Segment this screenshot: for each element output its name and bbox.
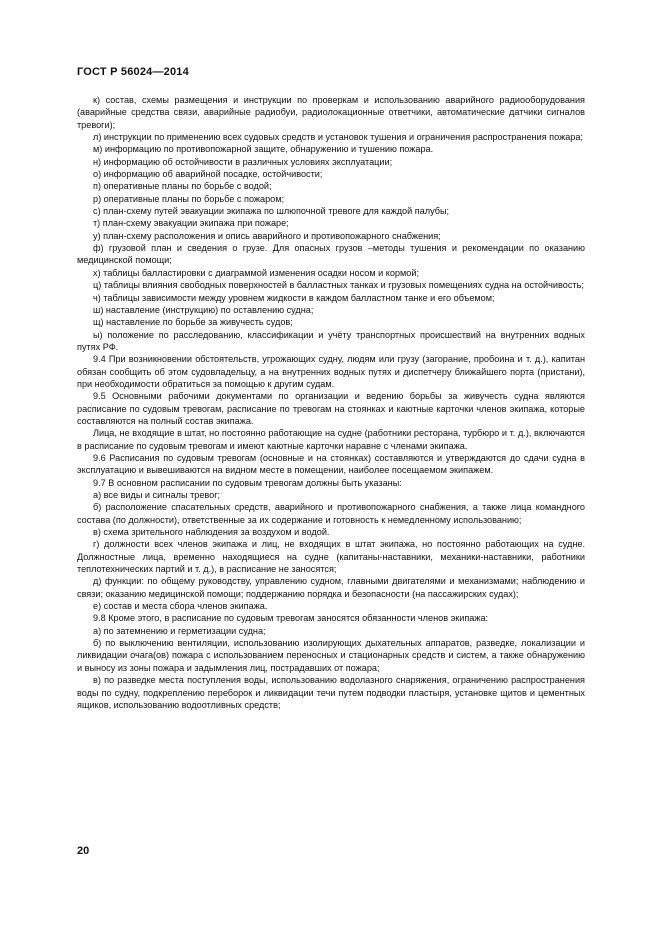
paragraph: ы) положение по расследованию, классификации и учёту транспортных происшествий на внутренних водных путях РФ. (77, 329, 585, 352)
paragraph: л) инструкции по применению всех судовых средств и установок тушения и ограничения распространения пожара; (93, 132, 583, 143)
paragraph: с) план-схему путей эвакуации экипажа по шлюпочной тревоге для каждой палубы; (93, 206, 450, 217)
paragraph: т) план-схему эвакуации экипажа при пожаре; (93, 218, 289, 229)
paragraph: н) информацию об остойчивости в различных условиях эксплуатации; (93, 156, 393, 167)
document-body (77, 94, 585, 711)
paragraph: м) информацию по противопожарной защите, обнаружению и тушению пожара. (93, 144, 434, 155)
paragraph: 9.7 В основном расписании по судовым тревогам должны быть указаны: (93, 477, 402, 488)
page-number: 20 (77, 845, 90, 857)
paragraph: Лица, не входящие в штат, но постоянно работающие на судне (работники ресторана, турбюро и т. д.), включаются в расписание по судовым тревогам и имеют каютные карточки наравне с членами экипажа. (77, 428, 585, 451)
paragraph: а) все виды и сигналы тревог; (93, 490, 221, 500)
paragraph: 9.4 При возникновении обстоятельств, угрожающих судну, людям или грузу (загорание, пробоина и т. д.), капитан обязан сообщить об этом судовладельцу, а на внутренних водных путях и диспетчеру ближайшего порта (пристани), при необходимости обратиться за помощью к другим судам. (77, 354, 585, 389)
paragraph: г) должности всех членов экипажа и лиц, не входящих в штат экипажа, но постоянно работающих на судне. Должностные лица, временно находящиеся на судне (капитаны-наставники, механики-наставники, работники теплотехнических партий и т. д.), в расписание не заносятся; (77, 539, 585, 575)
paragraph: б) расположение спасательных средств, аварийного и противопожарного снабжения, а также лица командного состава (по должности), ответственные за их содержание и готовность к немедленному использованию; (77, 502, 585, 525)
paragraph: ф) грузовой план и сведения о грузе. Для опасных грузов –методы тушения и рекомендации по оказанию медицинской помощи; (77, 243, 585, 266)
paragraph: ч) таблицы зависимости между уровнем жидкости в каждом балластном танке и его объемом; (93, 292, 495, 303)
paragraph: а) по затемнению и герметизации судна; (93, 625, 266, 636)
paragraph: д) функции: по общему руководству, управлению судном, главными двигателями и механизмами; наблюдению и связи; оказанию медицинской помощи; поддержанию порядка и безопасности (на пассажирских судах); (77, 576, 585, 599)
paragraph: е) состав и места сбора членов экипажа. (93, 601, 268, 612)
paragraph: р) оперативные планы по борьбе с пожаром; (93, 193, 285, 204)
paragraph: ц) таблицы влияния свободных поверхностей в балластных танках и грузовых помещениях судна на остойчивость; (93, 280, 584, 291)
paragraph: о) информацию об аварийной посадке, остойчивости; (93, 169, 323, 180)
paragraph: ш) наставление (инструкцию) по оставлению судна; (93, 304, 314, 315)
paragraph: у) план-схему расположения и опись аварийного и противопожарного снабжения; (93, 230, 441, 241)
paragraph: к) состав, схемы размещения и инструкции по проверкам и использованию аварийного радиооборудования (аварийные средства связи, аварийные радиобуи, радиолокационные ответчики, автоматические датчики сигналов тревоги); (77, 95, 585, 130)
paragraph: 9.5 Основными рабочими документами по организации и ведению борьбы за живучесть судна являются расписание по судовым тревогам, расписание по тревогам на стоянках и каютные карточки членов экипажа, которые составляются на полный состав экипажа. (77, 391, 585, 426)
paragraph: щ) наставление по борьбе за живучесть судов; (93, 317, 293, 328)
paragraph: в) схема зрительного наблюдения за воздухом и водой. (93, 527, 330, 538)
paragraph: п) оперативные планы по борьбе с водой; (93, 181, 272, 192)
paragraph: в) по разведке места поступления воды, использованию водолазного снаряжения, ограничению распространения воды по судну, подкреплению переборок и ликвидации течи путем подводки пластыря, установке щитов и цементных ящиков, использованию водоотливных средств; (77, 675, 585, 710)
paragraph: б) по выключению вентиляции, использованию изолирующих дыхательных аппаратов, разведке, локализации и ликвидации очага(ов) пожара с использованием переносных и стационарных средств и систем, а также обнаружению и выносу из зоны пожара и задымления лиц, пострадавших от пожара; (77, 638, 585, 673)
paragraph: 9.8 Кроме этого, в расписание по судовым тревогам заносятся обязанности членов экипажа: (93, 613, 489, 624)
paragraph: х) таблицы балластировки с диаграммой изменения осадки носом и кормой; (93, 267, 419, 278)
paragraph: 9.6 Расписания по судовым тревогам (основные и на стоянках) составляются и утверждаются до сдачи судна в эксплуатацию и вывешиваются на видном месте в помещении, наиболее посещаемом экипажем. (77, 452, 585, 476)
document-header: ГОСТ Р 56024—2014 (77, 66, 189, 78)
